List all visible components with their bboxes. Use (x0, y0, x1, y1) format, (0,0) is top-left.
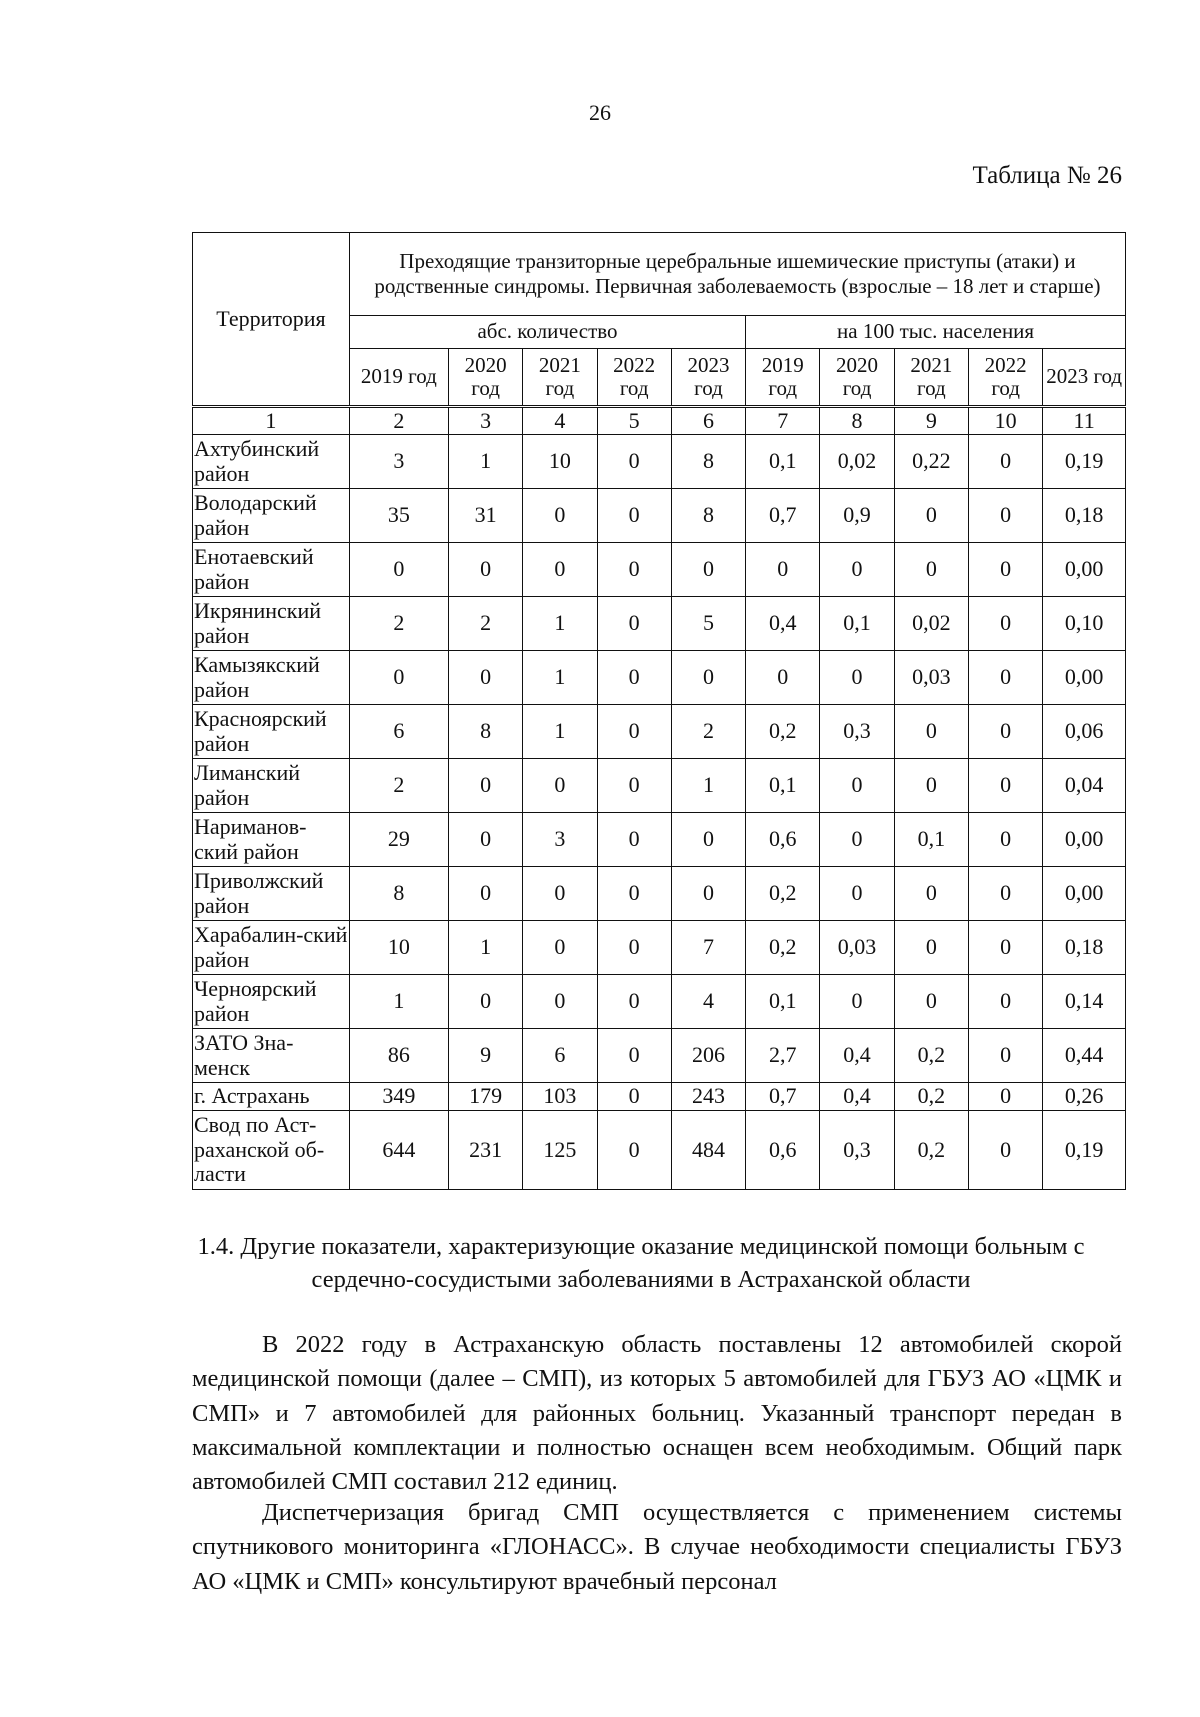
value-cell: 0,6 (746, 813, 820, 867)
territory-cell: Енотаевский район (193, 543, 350, 597)
value-cell: 0,2 (894, 1111, 968, 1190)
territory-cell: Икрянинский район (193, 597, 350, 651)
value-cell: 0 (448, 543, 522, 597)
data-table (192, 232, 1126, 1190)
value-cell: 0 (820, 651, 894, 705)
table-row (193, 1029, 1126, 1083)
territory-cell: Лиманский район (193, 759, 350, 813)
value-cell: 0 (820, 813, 894, 867)
value-cell: 103 (523, 1083, 597, 1111)
value-cell: 0,1 (820, 597, 894, 651)
value-cell: 2 (448, 597, 522, 651)
value-cell: 1 (523, 597, 597, 651)
value-cell: 29 (349, 813, 448, 867)
value-cell: 484 (671, 1111, 745, 1190)
value-cell: 8 (671, 489, 745, 543)
value-cell: 0 (969, 1083, 1043, 1111)
value-cell: 0,7 (746, 489, 820, 543)
value-cell: 1 (448, 435, 522, 489)
value-cell: 3 (523, 813, 597, 867)
value-cell: 0 (597, 705, 671, 759)
section-heading: 1.4. Другие показатели, характеризующие оказание медицинской помощи больным с сердечно-сосудистыми заболеваниями в Астраханской области (197, 1233, 1085, 1294)
value-cell: 0 (448, 651, 522, 705)
value-cell: 0,04 (1043, 759, 1126, 813)
value-cell: 0 (969, 1111, 1043, 1190)
value-cell: 0 (597, 867, 671, 921)
territory-header: Территория (193, 233, 350, 407)
value-cell: 0 (746, 651, 820, 705)
year-header: 2022 год (969, 349, 1043, 407)
value-cell: 0 (523, 759, 597, 813)
value-cell: 0 (523, 975, 597, 1029)
value-cell: 0,7 (746, 1083, 820, 1111)
value-cell: 0,1 (746, 435, 820, 489)
value-cell: 125 (523, 1111, 597, 1190)
value-cell: 0,03 (820, 921, 894, 975)
value-cell: 0 (969, 1029, 1043, 1083)
value-cell: 0,02 (894, 597, 968, 651)
value-cell: 0 (894, 975, 968, 1029)
value-cell: 0,3 (820, 705, 894, 759)
year-header: 2023 год (671, 349, 745, 407)
table-row (193, 759, 1126, 813)
year-header: 2019 год (746, 349, 820, 407)
paragraph-2 (192, 1496, 1122, 1599)
year-header: 2020 год (448, 349, 522, 407)
value-cell: 0 (448, 759, 522, 813)
value-cell: 0 (969, 813, 1043, 867)
value-cell: 0 (894, 543, 968, 597)
value-cell: 0,00 (1043, 543, 1126, 597)
table-row (193, 435, 1126, 489)
value-cell: 0,9 (820, 489, 894, 543)
value-cell: 0 (597, 651, 671, 705)
value-cell: 0 (969, 759, 1043, 813)
value-cell: 0,2 (894, 1029, 968, 1083)
column-number: 1 (193, 407, 350, 435)
value-cell: 86 (349, 1029, 448, 1083)
value-cell: 0,1 (746, 975, 820, 1029)
value-cell: 0 (523, 543, 597, 597)
year-header: 2021 год (894, 349, 968, 407)
value-cell: 0 (894, 867, 968, 921)
value-cell: 0,2 (746, 921, 820, 975)
value-cell: 0 (349, 651, 448, 705)
value-cell: 0 (894, 921, 968, 975)
territory-cell: Черноярский район (193, 975, 350, 1029)
column-number: 5 (597, 407, 671, 435)
value-cell: 0 (671, 813, 745, 867)
value-cell: 0 (448, 813, 522, 867)
value-cell: 31 (448, 489, 522, 543)
value-cell: 0 (746, 543, 820, 597)
value-cell: 3 (349, 435, 448, 489)
value-cell: 0 (969, 543, 1043, 597)
value-cell: 243 (671, 1083, 745, 1111)
value-cell: 0 (597, 543, 671, 597)
value-cell: 349 (349, 1083, 448, 1111)
column-number: 3 (448, 407, 522, 435)
value-cell: 1 (448, 921, 522, 975)
table-row (193, 1083, 1126, 1111)
value-cell: 1 (349, 975, 448, 1029)
value-cell: 0,03 (894, 651, 968, 705)
value-cell: 0,00 (1043, 813, 1126, 867)
value-cell: 0 (597, 597, 671, 651)
value-cell: 1 (671, 759, 745, 813)
column-number: 4 (523, 407, 597, 435)
table-row (193, 543, 1126, 597)
year-header: 2022 год (597, 349, 671, 407)
territory-cell: Приволжский район (193, 867, 350, 921)
value-cell: 10 (523, 435, 597, 489)
value-cell: 0,02 (820, 435, 894, 489)
territory-cell: Володарский район (193, 489, 350, 543)
value-cell: 0 (969, 921, 1043, 975)
value-cell: 0 (671, 651, 745, 705)
value-cell: 644 (349, 1111, 448, 1190)
value-cell: 0,44 (1043, 1029, 1126, 1083)
value-cell: 0 (349, 543, 448, 597)
value-cell: 2 (349, 759, 448, 813)
value-cell: 0,19 (1043, 1111, 1126, 1190)
value-cell: 0 (969, 705, 1043, 759)
territory-cell: ЗАТО Зна-менск (193, 1029, 350, 1083)
value-cell: 8 (671, 435, 745, 489)
table-row (193, 489, 1126, 543)
value-cell: 0,26 (1043, 1083, 1126, 1111)
value-cell: 0 (894, 705, 968, 759)
value-cell: 0 (448, 867, 522, 921)
value-cell: 2,7 (746, 1029, 820, 1083)
column-number: 10 (969, 407, 1043, 435)
value-cell: 0,3 (820, 1111, 894, 1190)
value-cell: 0 (597, 1029, 671, 1083)
value-cell: 5 (671, 597, 745, 651)
year-header: 2019 год (349, 349, 448, 407)
territory-cell: Камызякский район (193, 651, 350, 705)
territory-cell: Свод по Аст-раханской об-ласти (193, 1111, 350, 1190)
value-cell: 0,2 (746, 867, 820, 921)
value-cell: 0 (597, 1111, 671, 1190)
value-cell: 0 (820, 867, 894, 921)
territory-cell: Ахтубинский район (193, 435, 350, 489)
table-row (193, 651, 1126, 705)
table-row (193, 921, 1126, 975)
value-cell: 0 (820, 543, 894, 597)
value-cell: 0,00 (1043, 651, 1126, 705)
value-cell: 0 (597, 921, 671, 975)
value-cell: 0 (894, 759, 968, 813)
main-header: Преходящие транзиторные церебральные ишемические приступы (атаки) и родственные синдромы. Первичная заболеваемость (взрослые – 18 лет и старше) (349, 233, 1125, 316)
value-cell: 0,2 (894, 1083, 968, 1111)
territory-cell: Нариманов-ский район (193, 813, 350, 867)
value-cell: 0 (969, 867, 1043, 921)
table-row (193, 867, 1126, 921)
value-cell: 0,06 (1043, 705, 1126, 759)
value-cell: 0,4 (820, 1029, 894, 1083)
column-number: 9 (894, 407, 968, 435)
value-cell: 0 (597, 759, 671, 813)
value-cell: 2 (671, 705, 745, 759)
value-cell: 0,6 (746, 1111, 820, 1190)
territory-cell: Харабалин-ский район (193, 921, 350, 975)
value-cell: 35 (349, 489, 448, 543)
value-cell: 0 (820, 975, 894, 1029)
value-cell: 9 (448, 1029, 522, 1083)
paragraph-1 (192, 1328, 1122, 1499)
value-cell: 0 (523, 867, 597, 921)
value-cell: 6 (349, 705, 448, 759)
group-abs-header: абс. количество (349, 316, 745, 349)
value-cell: 0,19 (1043, 435, 1126, 489)
column-number: 8 (820, 407, 894, 435)
value-cell: 0 (523, 921, 597, 975)
value-cell: 0,2 (746, 705, 820, 759)
column-number: 7 (746, 407, 820, 435)
column-number: 2 (349, 407, 448, 435)
value-cell: 0 (969, 435, 1043, 489)
territory-cell: Красноярский район (193, 705, 350, 759)
value-cell: 0,10 (1043, 597, 1126, 651)
value-cell: 0 (671, 543, 745, 597)
value-cell: 1 (523, 705, 597, 759)
value-cell: 8 (448, 705, 522, 759)
table-row (193, 1111, 1126, 1190)
value-cell: 0 (671, 867, 745, 921)
column-number: 11 (1043, 407, 1126, 435)
value-cell: 0 (597, 489, 671, 543)
value-cell: 0 (448, 975, 522, 1029)
value-cell: 206 (671, 1029, 745, 1083)
value-cell: 8 (349, 867, 448, 921)
value-cell: 0 (597, 1083, 671, 1111)
value-cell: 0 (597, 813, 671, 867)
value-cell: 0 (523, 489, 597, 543)
table-row (193, 705, 1126, 759)
value-cell: 4 (671, 975, 745, 1029)
group-per100-header: на 100 тыс. населения (746, 316, 1126, 349)
value-cell: 0 (597, 435, 671, 489)
value-cell: 0 (820, 759, 894, 813)
value-cell: 0,18 (1043, 921, 1126, 975)
value-cell: 0,18 (1043, 489, 1126, 543)
year-header: 2021 год (523, 349, 597, 407)
value-cell: 0 (969, 651, 1043, 705)
value-cell: 0,1 (746, 759, 820, 813)
value-cell: 0,14 (1043, 975, 1126, 1029)
value-cell: 0 (969, 975, 1043, 1029)
paragraph-2-text: Диспетчеризация бригад СМП осуществляется с применением системы спутникового мониторинга «ГЛОНАСС». В случае необходимости специалисты ГБУЗ АО «ЦМК и СМП» консультируют врачебный персонал (192, 1499, 1122, 1595)
table-row (193, 813, 1126, 867)
column-number: 6 (671, 407, 745, 435)
value-cell: 7 (671, 921, 745, 975)
value-cell: 0,4 (820, 1083, 894, 1111)
value-cell: 0,1 (894, 813, 968, 867)
value-cell: 1 (523, 651, 597, 705)
value-cell: 6 (523, 1029, 597, 1083)
value-cell: 0,22 (894, 435, 968, 489)
value-cell: 0 (597, 975, 671, 1029)
territory-cell: г. Астрахань (193, 1083, 350, 1111)
value-cell: 2 (349, 597, 448, 651)
value-cell: 0,4 (746, 597, 820, 651)
value-cell: 0 (894, 489, 968, 543)
paragraph-1-text: В 2022 году в Астраханскую область поставлены 12 автомобилей скорой медицинской помощи (далее – СМП), из которых 5 автомобилей для ГБУЗ АО «ЦМК и СМП» и 7 автомобилей для районных больниц. Указанный транспорт передан в максимальной комплектации и полностью оснащен всем необходимым. Общий парк автомобилей СМП составил 212 единиц. (192, 1331, 1122, 1496)
page-number: 26 (589, 100, 611, 125)
table-row (193, 975, 1126, 1029)
value-cell: 179 (448, 1083, 522, 1111)
value-cell: 0 (969, 597, 1043, 651)
table-title: Таблица № 26 (972, 162, 1122, 189)
value-cell: 231 (448, 1111, 522, 1190)
year-header: 2023 год (1043, 349, 1126, 407)
value-cell: 0,00 (1043, 867, 1126, 921)
year-header: 2020 год (820, 349, 894, 407)
value-cell: 10 (349, 921, 448, 975)
value-cell: 0 (969, 489, 1043, 543)
table-row (193, 597, 1126, 651)
